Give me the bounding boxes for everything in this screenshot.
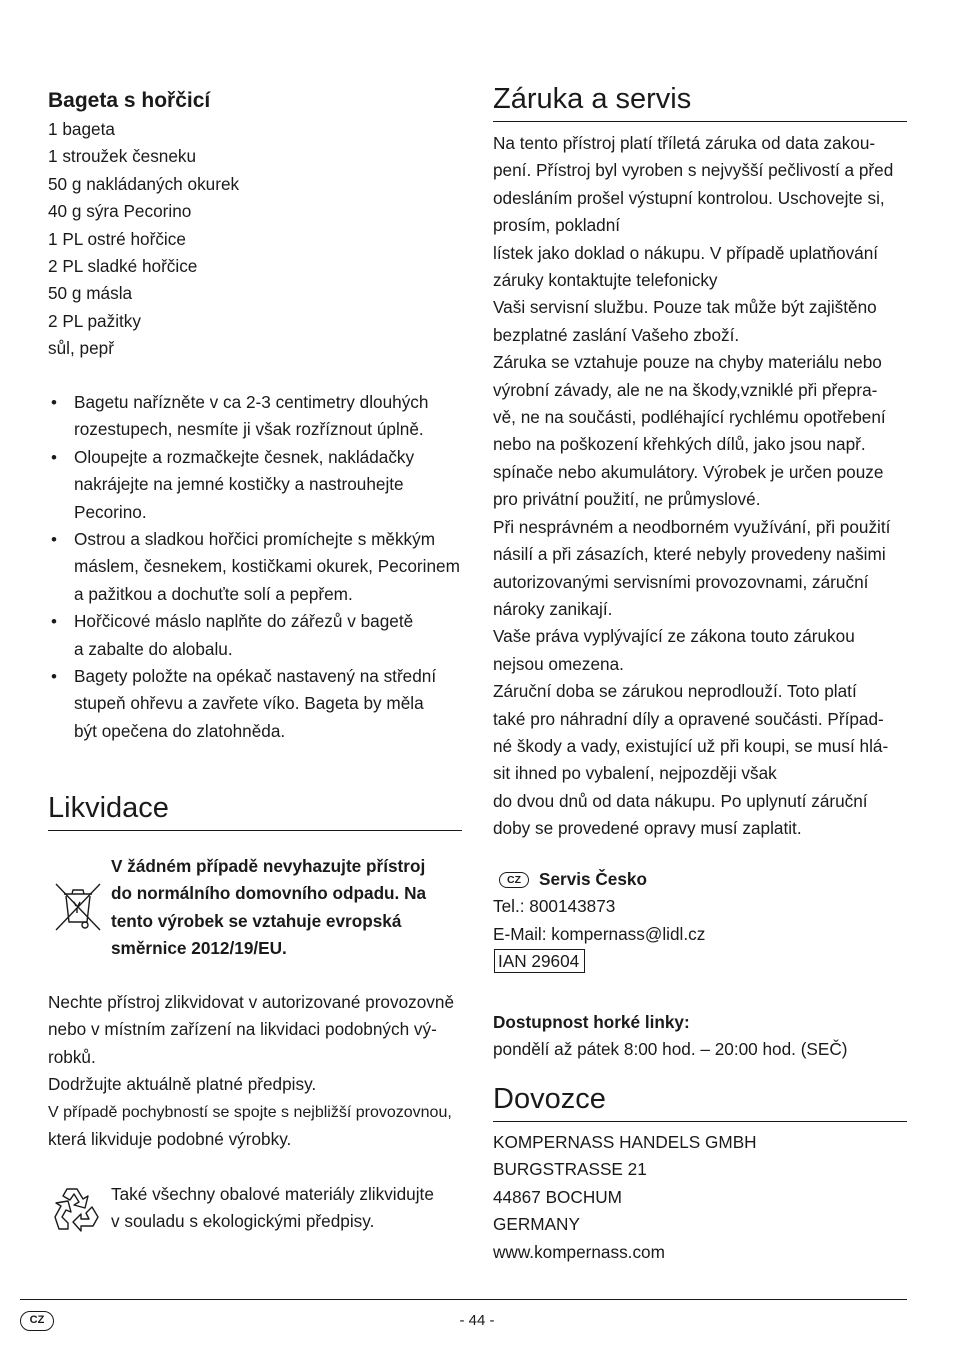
recipe-step — [48, 526, 460, 608]
body-line: V případě pochybností se spojte s nejbližší provozovnou, — [48, 1103, 452, 1121]
service-title: Servis Česko — [539, 869, 647, 889]
ingredient-item: 50 g nakládaných okurek — [48, 173, 240, 194]
warranty-line: prosím, pokladní — [493, 215, 621, 236]
step-line: být opečena do zlatohněda. — [74, 720, 286, 741]
recipe-step — [48, 444, 460, 526]
step-line: Hořčicové máslo naplňte do zářezů v bagetě — [74, 611, 414, 632]
website-link: www.kompernass.com — [493, 1241, 665, 1262]
packaging-line: Také všechny obalové materiály zlikvidujte — [111, 1184, 434, 1204]
step-line: rozestupech, nesmíte ji však rozříznout úplně. — [74, 419, 424, 440]
service-contact — [493, 866, 705, 976]
ian-row — [493, 948, 705, 975]
recipe-step — [48, 663, 460, 745]
warranty-line: záruky kontaktujte telefonicky — [493, 270, 718, 291]
step-line: stupeň ohřevu a zavřete víko. Bageta by měla — [74, 693, 424, 714]
ingredient-item: 40 g sýra Pecorino — [48, 201, 192, 222]
service-title-row — [493, 866, 705, 893]
warranty-line: Záruční doba se zárukou neprodlouží. Toto platí — [493, 681, 857, 702]
crossed-out-wheelie-bin-icon — [52, 880, 104, 932]
bullet-marker: • — [51, 393, 57, 412]
warranty-line: nebo na poškození křehkých dílů, jako jsou např. — [493, 434, 866, 455]
step-line: a pažitkou a dochuťte solí a pepřem. — [74, 583, 353, 604]
warranty-line: pro privátní použití, ne průmyslové. — [493, 489, 761, 510]
warranty-line: pení. Přístroj byl vyroben s nejvyšší pečlivostí a před — [493, 160, 894, 181]
recycling-arrows-icon — [50, 1183, 102, 1233]
warning-line: tento výrobek se vztahuje evropská — [111, 910, 402, 931]
hotline-availability — [493, 1009, 848, 1064]
warranty-line: vě, ne na součásti, podléhající rychlému opotřebení — [493, 407, 886, 428]
recipe-steps — [48, 389, 460, 745]
body-line: robků. — [48, 1046, 96, 1067]
importer-address — [493, 1129, 757, 1266]
warranty-line: sit ihned po vybalení, nejpozději však — [493, 763, 777, 784]
ingredient-item: 1 bageta — [48, 119, 115, 139]
step-line: nakrájejte na jemné kostičky a nastrouhejte — [74, 474, 404, 495]
step-line: máslem, česnekem, kostičkami okurek, Pecorinem — [74, 556, 460, 577]
warranty-line: né škody a vady, existující už při koupi, se musí hlá- — [493, 735, 889, 756]
page-number: - 44 - — [459, 1312, 495, 1329]
recipe-step — [48, 608, 460, 663]
address-line: GERMANY — [493, 1214, 580, 1235]
disposal-heading: Likvidace — [48, 788, 462, 831]
ingredient-item: 1 stroužek česneku — [48, 146, 197, 167]
bullet-marker: • — [51, 530, 57, 550]
bullet-marker: • — [51, 447, 57, 467]
step-line: Bagety položte na opékač nastavený na střední — [74, 666, 437, 687]
body-line: která likviduje podobné výrobky. — [48, 1129, 292, 1150]
warranty-line: autorizovanými servisními provozovnami, záruční — [493, 571, 869, 592]
warranty-line: doby se provedené opravy musí zaplatit. — [493, 818, 802, 839]
warranty-line: odesláním prošel výstupní kontrolou. Uschovejte si, — [493, 187, 885, 208]
address-line: 44867 BOCHUM — [493, 1186, 622, 1207]
address-line: BURGSTRASSE 21 — [493, 1159, 647, 1180]
warranty-line: násilí a při zásazích, které nebyly provedeny našimi — [493, 544, 886, 565]
warranty-line: spínače nebo akumulátory. Výrobek je určen pouze — [493, 461, 884, 482]
body-line: nebo v místním zařízení na likvidaci podobných vý- — [48, 1019, 437, 1040]
warranty-line: také pro náhradní díly a opravené součásti. Případ- — [493, 708, 884, 729]
ingredient-item: 1 PL ostré hořčice — [48, 228, 186, 249]
warranty-line: Na tento přístroj platí tříletá záruka od data zakou- — [493, 133, 876, 153]
packaging-line: v souladu s ekologickými předpisy. — [111, 1211, 375, 1232]
country-badge: CZ — [499, 872, 529, 888]
warranty-line: Vaši servisní službu. Pouze tak může být zajištěno — [493, 297, 877, 318]
footer-country-badge: CZ — [20, 1311, 54, 1331]
warranty-line: nároky zanikají. — [493, 598, 613, 619]
step-line: Pecorino. — [74, 501, 147, 522]
warning-line: směrnice 2012/19/EU. — [111, 938, 287, 959]
packaging-note — [111, 1181, 434, 1236]
service-email: E-Mail: kompernass@lidl.cz — [493, 923, 706, 944]
warning-line: V žádném případě nevyhazujte přístroj — [111, 856, 426, 876]
recipe-title: Bageta s hořčicí — [48, 89, 211, 112]
hotline-title: Dostupnost horké linky: — [493, 1012, 690, 1032]
ian-number: IAN 29604 — [494, 949, 585, 973]
warranty-body — [493, 130, 893, 843]
footer-divider — [20, 1299, 907, 1300]
warranty-line: Vaše práva vyplývající ze zákona touto zárukou — [493, 626, 855, 647]
body-line: Nechte přístroj zlikvidovat v autorizované provozovně — [48, 992, 455, 1012]
warranty-heading: Záruka a servis — [493, 79, 907, 122]
body-line: Dodržujte aktuálně platné předpisy. — [48, 1074, 317, 1095]
bullet-marker: • — [51, 667, 57, 687]
ingredient-item: 50 g másla — [48, 283, 133, 304]
warranty-line: do dvou dnů od data nákupu. Po uplynutí záruční — [493, 790, 868, 811]
warranty-line: lístek jako doklad o nákupu. V případě uplatňování — [493, 242, 879, 263]
warranty-line: Záruka se vztahuje pouze na chyby materiálu nebo — [493, 352, 882, 373]
importer-heading: Dovozce — [493, 1079, 907, 1122]
recipe-step — [48, 389, 460, 444]
warning-line: do normálního domovního odpadu. Na — [111, 883, 427, 904]
step-line: a zabalte do alobalu. — [74, 638, 233, 659]
weee-warning — [111, 853, 426, 963]
warranty-line: nejsou omezena. — [493, 653, 624, 674]
hotline-hours: pondělí až pátek 8:00 hod. – 20:00 hod. (SEČ) — [493, 1039, 848, 1060]
ingredient-item: 2 PL sladké hořčice — [48, 256, 198, 277]
warranty-line: Při nesprávném a neodborném využívání, při použití — [493, 516, 891, 537]
bullet-marker: • — [51, 612, 57, 632]
disposal-body — [48, 989, 454, 1153]
step-line: Ostrou a sladkou hořčici promíchejte s měkkým — [74, 529, 436, 550]
ingredient-item: 2 PL pažitky — [48, 310, 141, 331]
ingredient-item: sůl, pepř — [48, 338, 114, 359]
step-line: Oloupejte a rozmačkejte česnek, nakládačky — [74, 446, 415, 467]
ingredient-list — [48, 116, 239, 363]
warranty-line: bezplatné zaslání Vašeho zboží. — [493, 324, 740, 345]
service-phone: Tel.: 800143873 — [493, 896, 616, 917]
address-line: KOMPERNASS HANDELS GMBH — [493, 1132, 757, 1152]
warranty-line: výrobní závady, ale ne na škody,vzniklé při přepra- — [493, 379, 878, 400]
step-line: Bagetu nařízněte v ca 2-3 centimetry dlouhých — [74, 392, 429, 412]
